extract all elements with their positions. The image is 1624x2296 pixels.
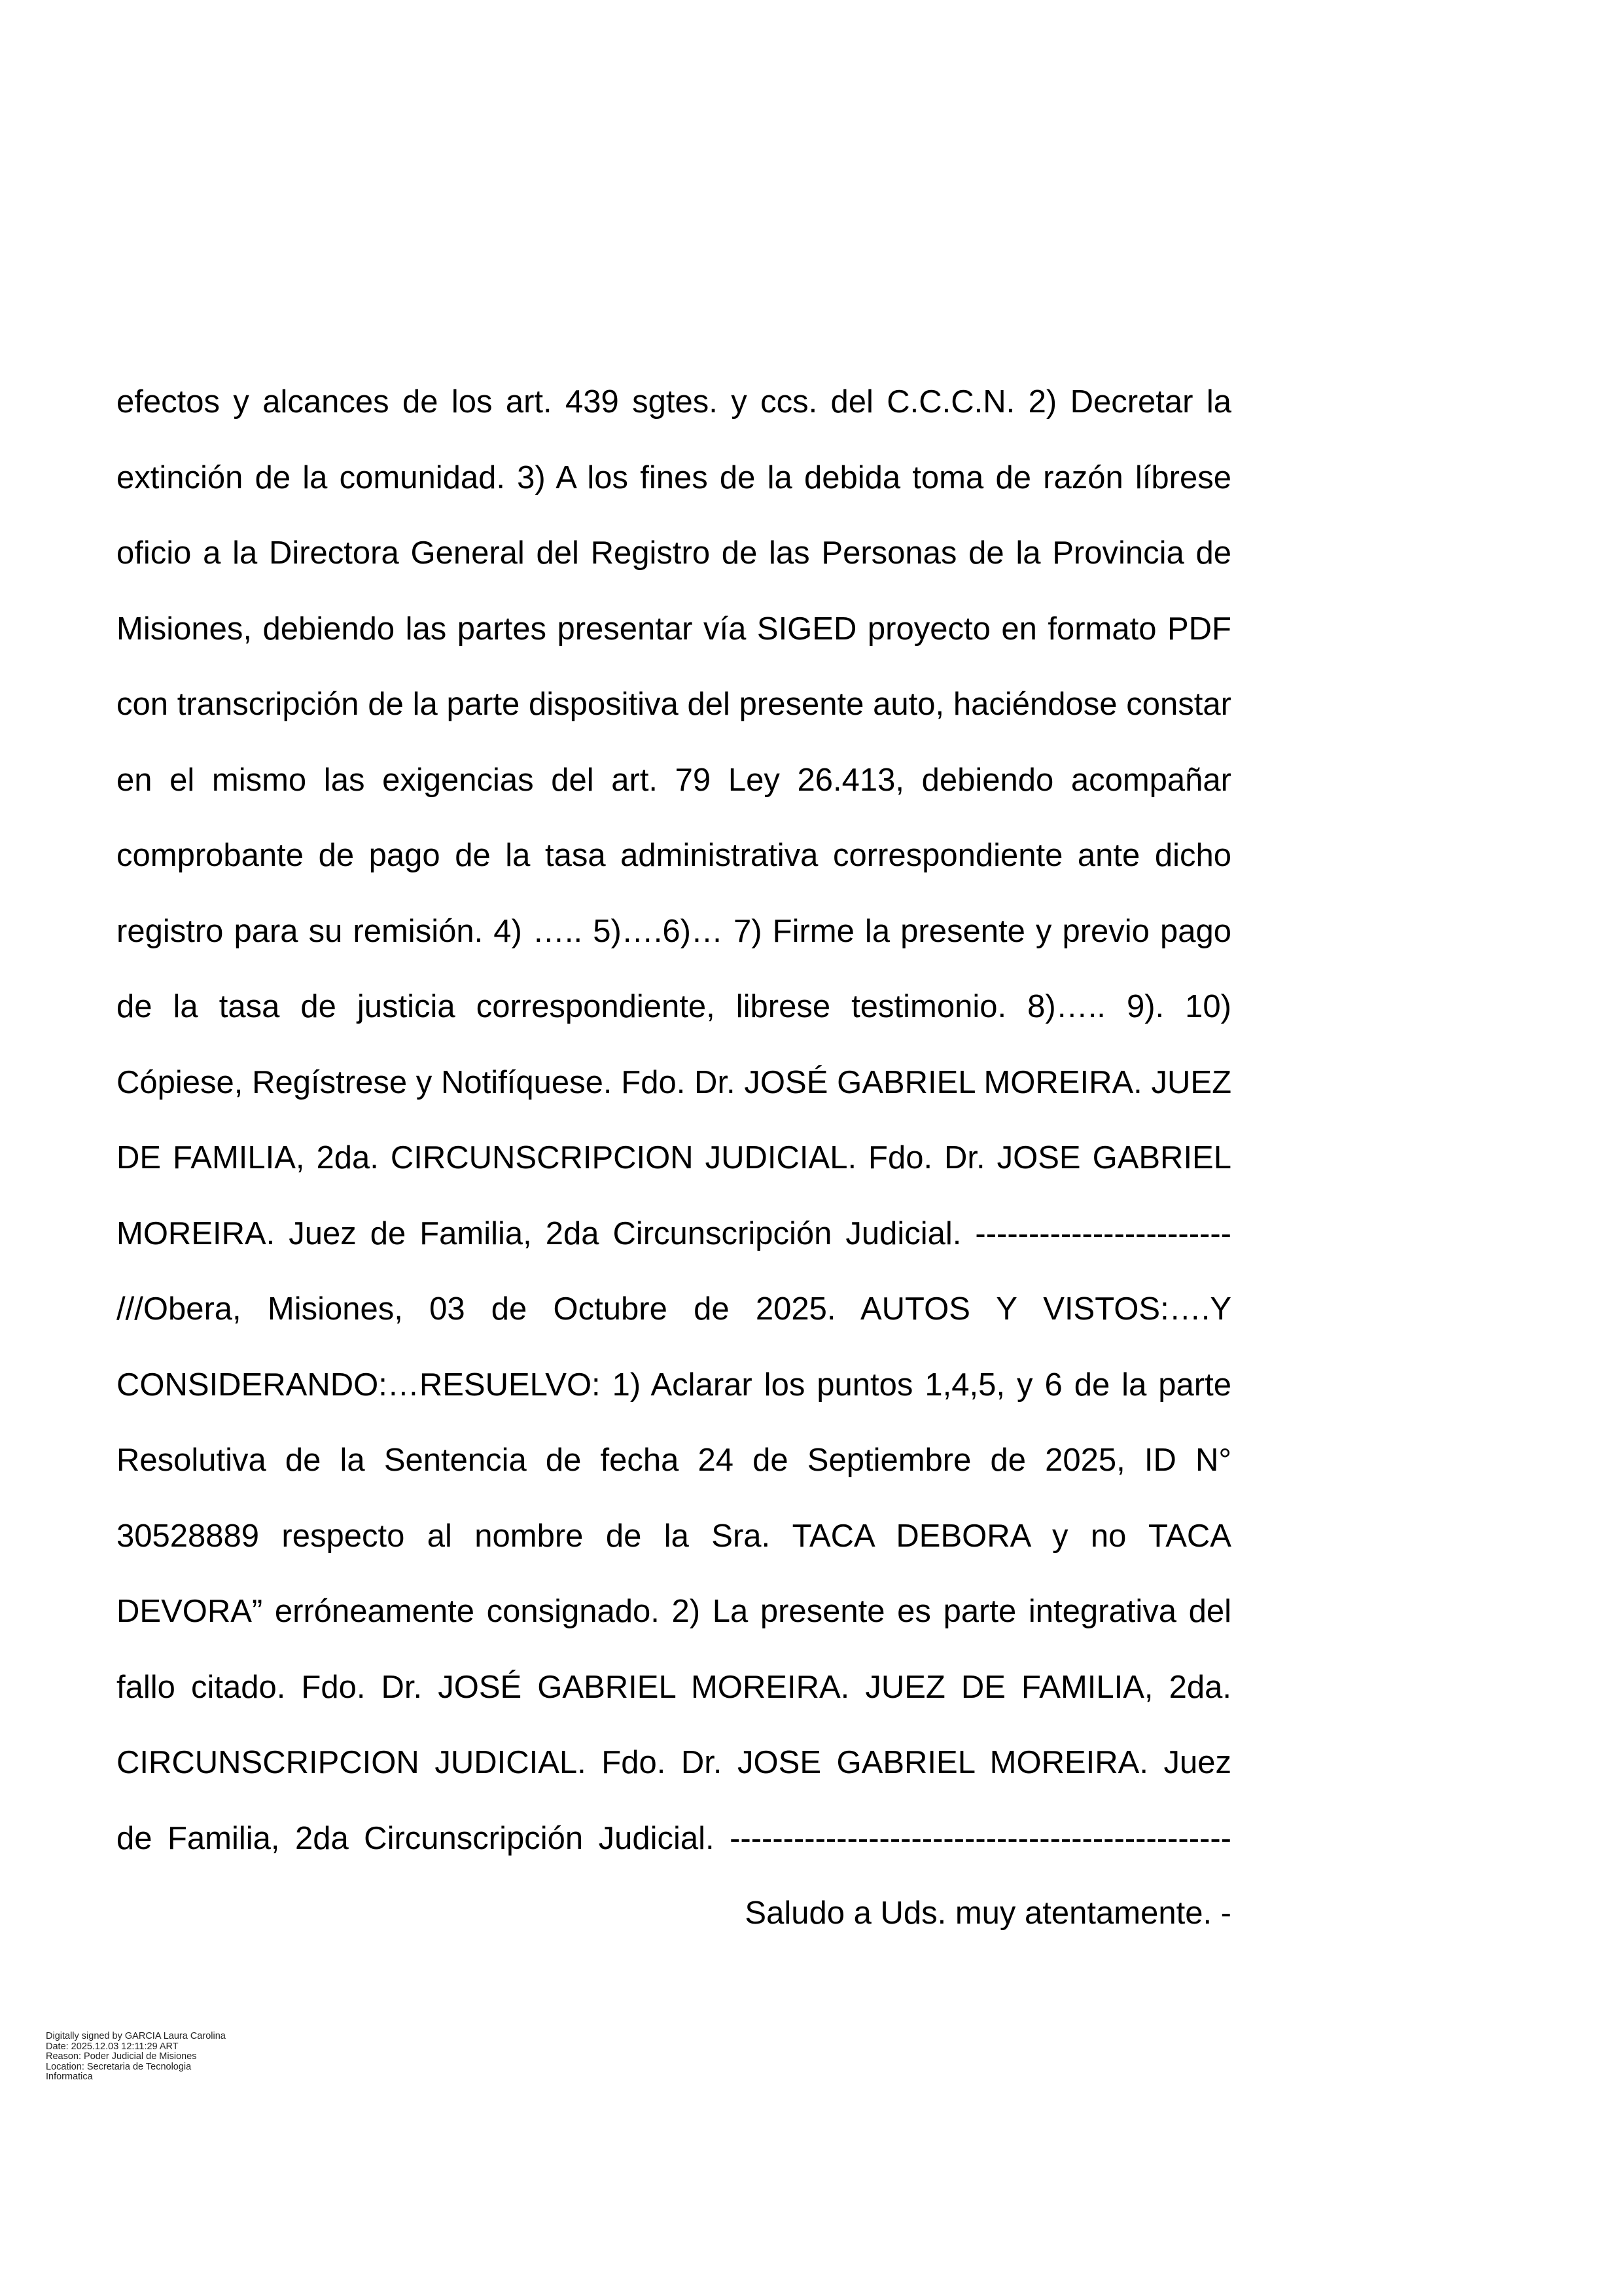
body-line: ///Obera, Misiones, 03 de Octubre de 2025. AUTOS Y VISTOS:….Y (116, 1291, 1231, 1327)
body-line: comprobante de pago de la tasa administrativa correspondiente ante dicho (116, 838, 1231, 873)
body-line: Resolutiva de la Sentencia de fecha 24 de Septiembre de 2025, ID N° (116, 1443, 1231, 1478)
body-line: Misiones, debiendo las partes presentar vía SIGED proyecto en formato PDF (116, 611, 1231, 647)
body-line: MOREIRA. Juez de Familia, 2da Circunscripción Judicial. ------------------------ (116, 1215, 1231, 1251)
digital-signature-block (46, 2032, 321, 2083)
body-line: de la tasa de justicia correspondiente, librese testimonio. 8)….. 9). 10) (116, 989, 1231, 1024)
body-line: CIRCUNSCRIPCION JUDICIAL. Fdo. Dr. JOSE GABRIEL MOREIRA. Juez (116, 1745, 1231, 1780)
body-line: CONSIDERANDO:…RESUELVO: 1) Aclarar los puntos 1,4,5, y 6 de la parte (116, 1367, 1231, 1403)
body-line: Cópiese, Regístrese y Notifíquese. Fdo. Dr. JOSÉ GABRIEL MOREIRA. JUEZ (116, 1064, 1231, 1100)
body-line: efectos y alcances de los art. 439 sgtes. y ccs. del C.C.C.N. 2) Decretar la (116, 384, 1231, 420)
body-line: fallo citado. Fdo. Dr. JOSÉ GABRIEL MOREIRA. JUEZ DE FAMILIA, 2da. (116, 1669, 1231, 1705)
body-line: con transcripción de la parte dispositiva del presente auto, haciéndose constar (116, 687, 1231, 722)
signature-date: Date: 2025.12.03 12:11:29 ART (46, 2041, 179, 2052)
body-line: registro para su remisión. 4) ….. 5)….6)… 7) Firme la presente y previo pago (116, 913, 1231, 949)
body-line: en el mismo las exigencias del art. 79 Ley 26.413, debiendo acompañar (116, 762, 1231, 798)
body-line: DEVORA” erróneamente consignado. 2) La presente es parte integrativa del (116, 1594, 1231, 1629)
body-line: oficio a la Directora General del Registro de las Personas de la Provincia de (116, 535, 1231, 571)
body-line: de Familia, 2da Circunscripción Judicial. ----------------------------------------------- (116, 1820, 1231, 1856)
closing-salutation: Saludo a Uds. muy atentamente. - (745, 1895, 1231, 1931)
signature-reason: Reason: Poder Judicial de Misiones (46, 2051, 197, 2062)
body-line: DE FAMILIA, 2da. CIRCUNSCRIPCION JUDICIAL. Fdo. Dr. JOSE GABRIEL (116, 1140, 1231, 1175)
body-line: extinción de la comunidad. 3) A los fines de la debida toma de razón líbrese (116, 459, 1231, 495)
signature-location-cont: Informatica (46, 2072, 93, 2082)
document-body (116, 380, 1231, 1892)
signature-signed-by: Digitally signed by GARCIA Laura Carolina (46, 2031, 226, 2041)
signature-location: Location: Secretaria de Tecnologia (46, 2061, 192, 2072)
body-line: 30528889 respecto al nombre de la Sra. TACA DEBORA y no TACA (116, 1518, 1231, 1554)
